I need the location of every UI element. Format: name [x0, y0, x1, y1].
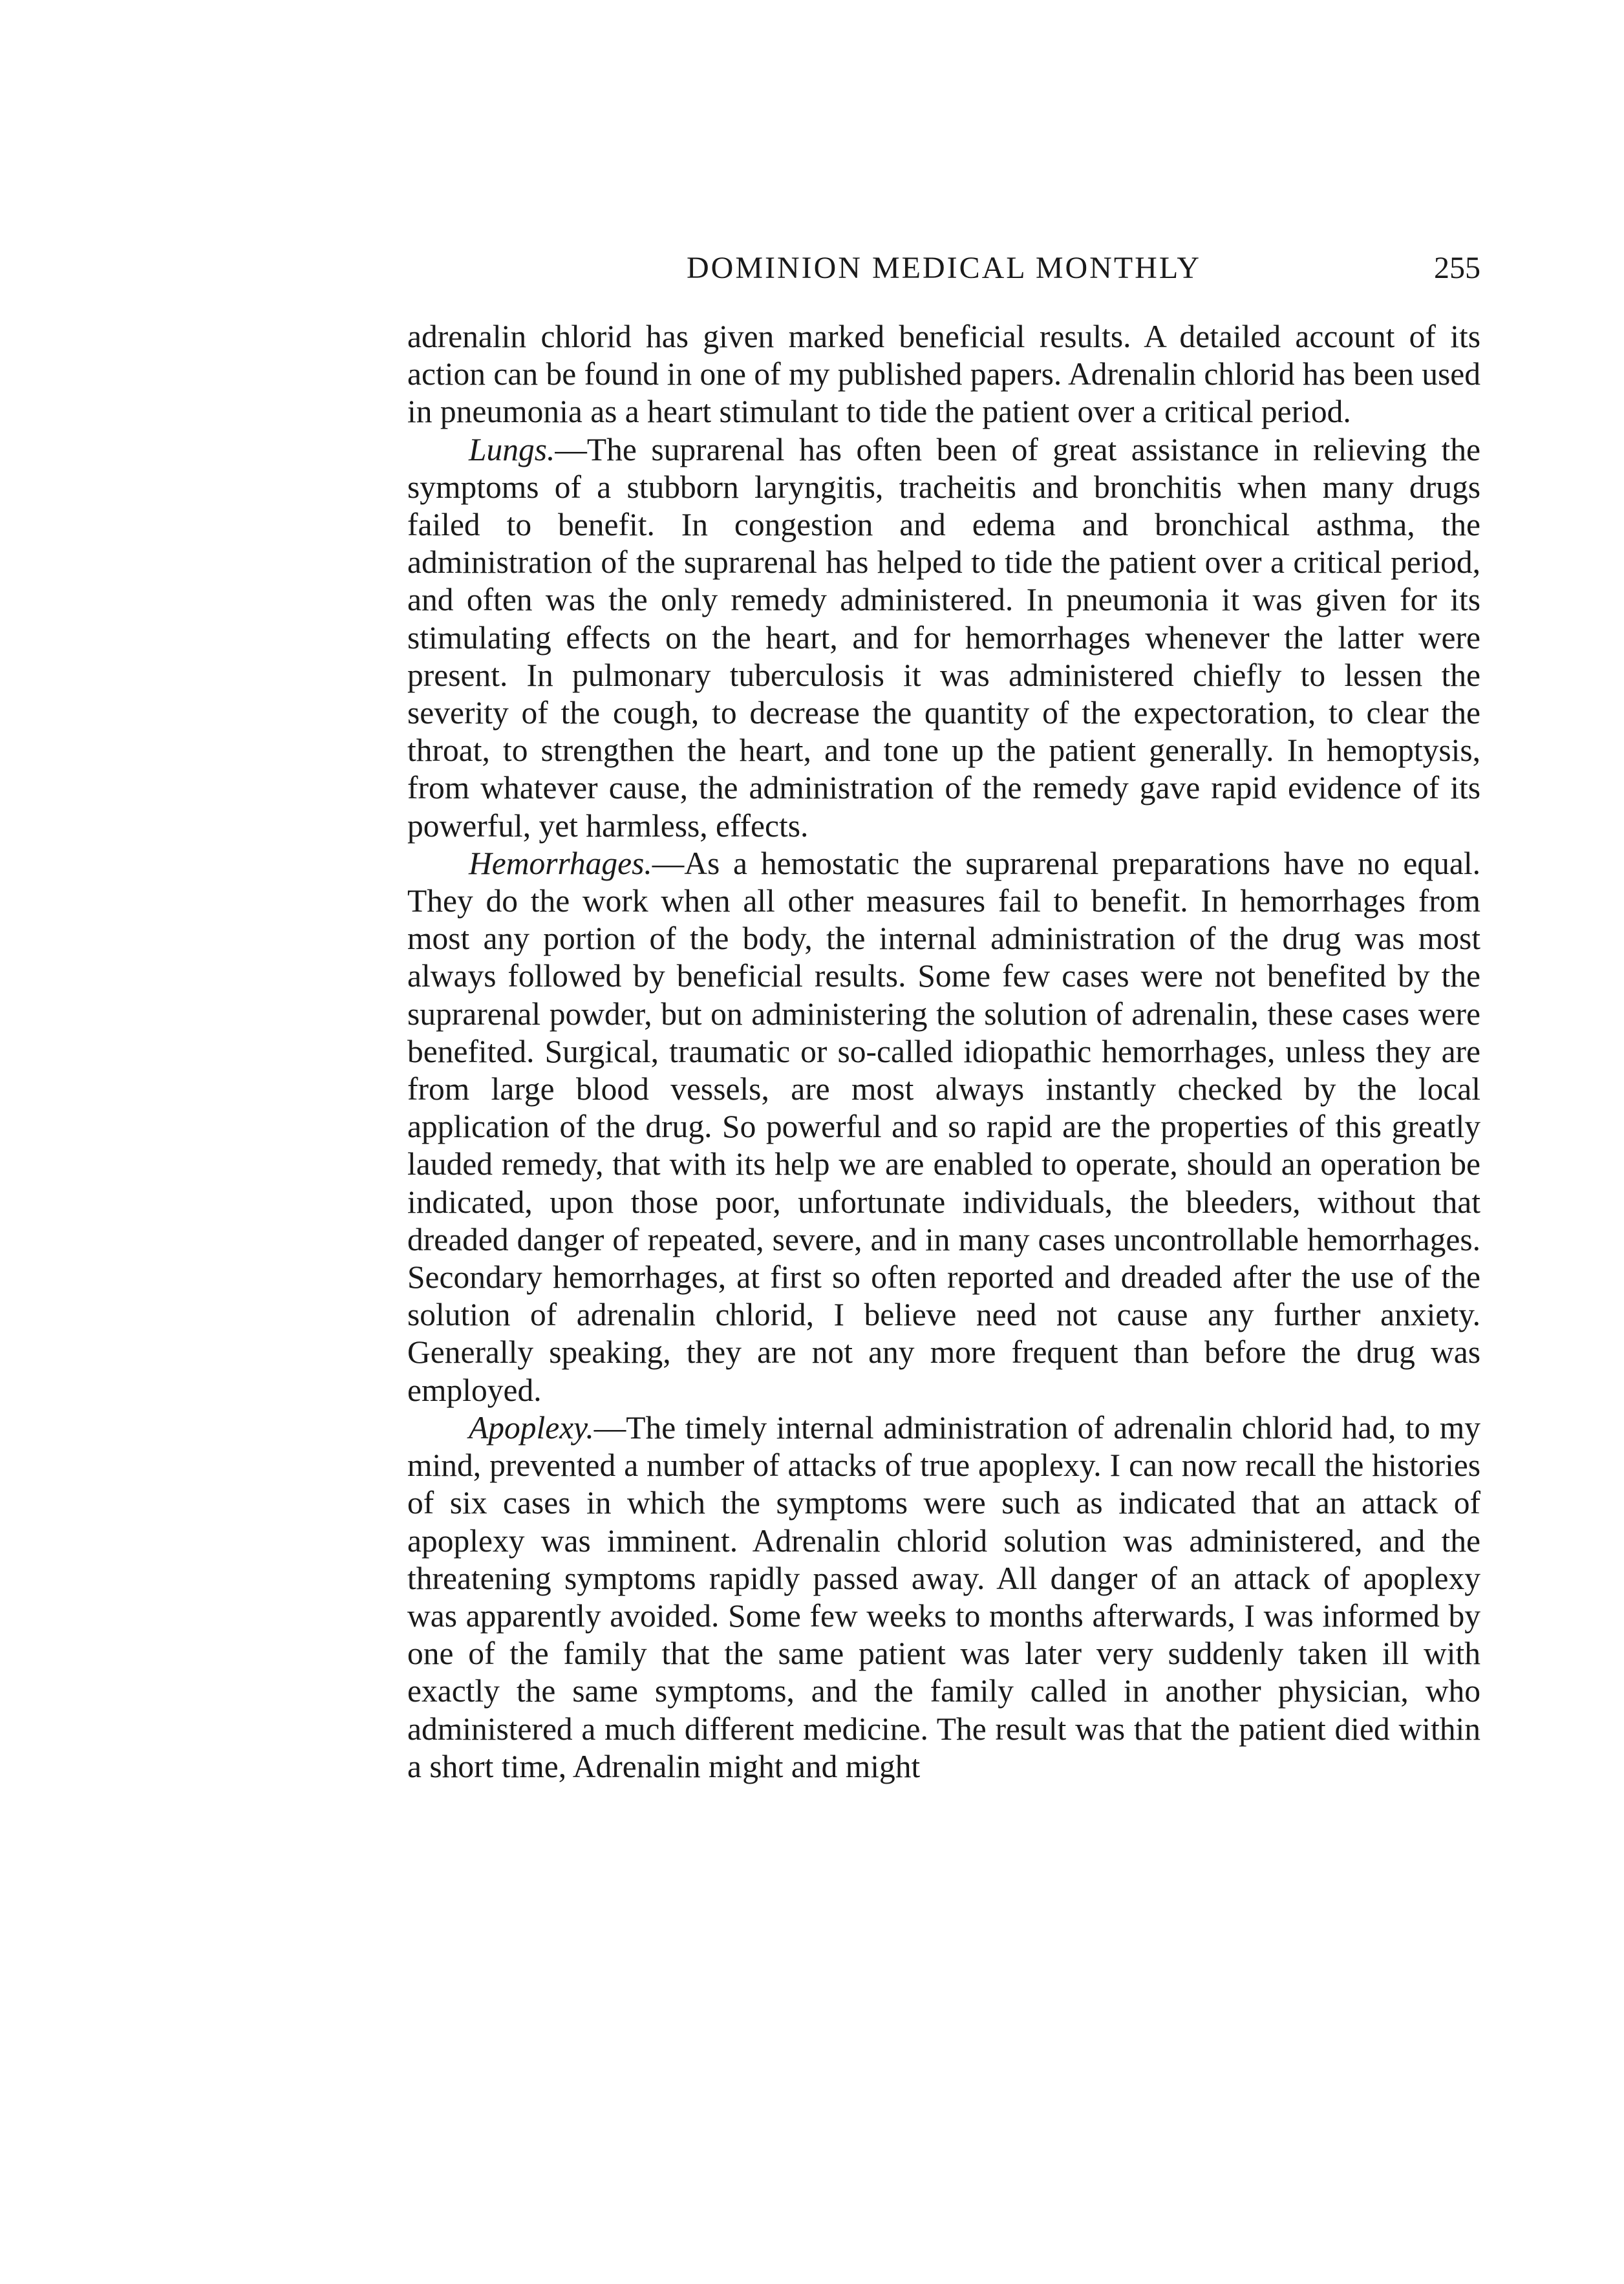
section-text: —As a hemostatic the suprarenal preparations have no equal. They do the work when all other measures fail to benefit. In hemorrhages from most any portion of the body, the internal administration of the drug was most always followed by beneficial results. Some few cases were not benefited by the suprarenal powder, but on administering the solution of adrenalin, these cases were benefited. Surgical, traumatic or so-called idiopathic hemorrhages, unless they are from large blood vessels, are most always instantly checked by the local application of the drug. So powerful and so rapid are the properties of this greatly lauded remedy, that with its help we are enabled to operate, should an operation be indicated, upon those poor, unfortunate individuals, the bleeders, without that dreaded danger of repeated, severe, and in many cases uncontrollable hemorrhages. Secondary hemorrhages, at first so often reported and dreaded after the use of the solution of adrenalin chlorid, I believe need not cause any further anxiety. Generally speaking, they are not any more frequent than before the drug was employed. [407, 845, 1480, 1408]
body-text [407, 318, 1480, 1786]
section-paragraph-lungs [407, 431, 1480, 845]
section-paragraph-hemorrhages [407, 845, 1480, 1409]
section-text: —The suprarenal has often been of great assistance in relieving the symptoms of a stubborn laryngitis, tracheitis and bronchitis when many drugs failed to benefit. In congestion and edema and bronchical asthma, the administration of the suprarenal has helped to tide the patient over a critical period, and often was the only remedy administered. In pneumonia it was given for its stimulating effects on the heart, and for hemorrhages whenever the latter were present. In pulmonary tuberculosis it was administered chiefly to lessen the severity of the cough, to decrease the quantity of the expectoration, to clear the throat, to strengthen the heart, and tone up the patient generally. In hemoptysis, from whatever cause, the administration of the remedy gave rapid evidence of its powerful, yet harmless, effects. [407, 431, 1480, 844]
section-text: —The timely internal administration of adrenalin chlorid had, to my mind, prevented a number of attacks of true apoplexy. I can now recall the histories of six cases in which the symptoms were such as indicated that an attack of apoplexy was imminent. Adrenalin chlorid solution was administered, and the threatening symptoms rapidly passed away. All danger of an attack of apoplexy was apparently avoided. Some few weeks to months afterwards, I was informed by one of the family that the same patient was later very suddenly taken ill with exactly the same symptoms, and the family called in another physician, who administered a much different medicine. The result was that the patient died within a short time, Adrenalin might and might [407, 1409, 1480, 1784]
page-number: 255 [1434, 251, 1480, 285]
continuation-paragraph: adrenalin chlorid has given marked beneficial results. A detailed account of its action can be found in one of my published papers. Adrenalin chlorid has been used in pneumonia as a heart stimulant to tide the patient over a critical period. [407, 319, 1480, 430]
section-paragraph-apoplexy [407, 1409, 1480, 1786]
journal-title: DOMINION MEDICAL MONTHLY [686, 251, 1201, 285]
section-heading: Lungs. [469, 431, 555, 467]
section-heading: Hemorrhages. [469, 845, 652, 881]
section-heading: Apoplexy. [469, 1409, 594, 1446]
running-header [407, 249, 1480, 288]
